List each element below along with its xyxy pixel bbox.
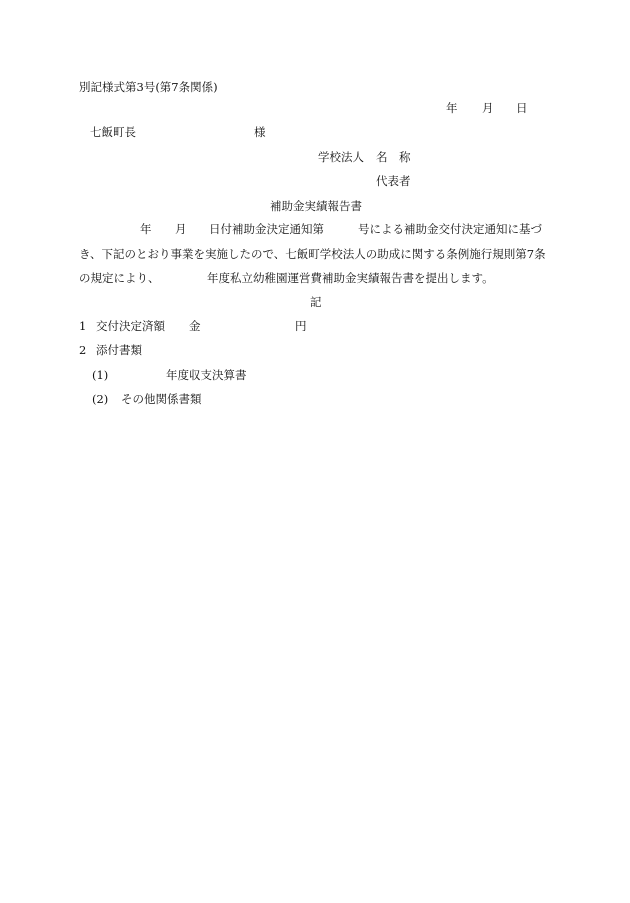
applicant-representative-label: 代表者	[376, 174, 411, 188]
sub1-label: 年度収支決算書	[166, 368, 247, 382]
item2-label: 添付書類	[96, 343, 142, 357]
sub2-number: (2)	[92, 392, 109, 406]
applicant-name-label-1: 名	[376, 150, 388, 164]
body-line1-year: 年	[140, 222, 152, 236]
item1-kin: 金	[189, 319, 201, 333]
body-line1-month: 月	[175, 222, 187, 236]
item1-yen: 円	[295, 319, 307, 333]
item2-number: 2	[79, 343, 87, 357]
date-year: 年	[446, 101, 458, 115]
document-title: 補助金実績報告書	[270, 199, 362, 213]
body-line3-text-b: 年度私立幼稚園運営費補助金実績報告書を提出します。	[207, 271, 494, 285]
addressee-name: 七飯町長	[90, 125, 136, 139]
body-line1-text-a: 日付補助金決定通知第	[209, 222, 324, 236]
body-line2: き、下記のとおり事業を実施したので、七飯町学校法人の助成に関する条例施行規則第7条	[79, 247, 546, 261]
sub1-number: (1)	[92, 368, 109, 382]
applicant-name-label-2: 称	[399, 150, 411, 164]
item1-label: 交付決定済額	[96, 319, 165, 333]
ki-heading: 記	[310, 295, 322, 309]
body-line3-text-a: の規定により、	[79, 271, 160, 285]
sub2-label: その他関係書類	[121, 392, 202, 406]
form-number: 別記様式第3号(第7条関係)	[79, 80, 218, 94]
item1-number: 1	[79, 319, 87, 333]
applicant-corporation-label: 学校法人	[318, 150, 364, 164]
addressee-honorific: 様	[254, 125, 266, 139]
date-day: 日	[516, 101, 528, 115]
date-month: 月	[482, 101, 494, 115]
body-line1-text-b: 号による補助金交付決定通知に基づ	[358, 222, 542, 236]
